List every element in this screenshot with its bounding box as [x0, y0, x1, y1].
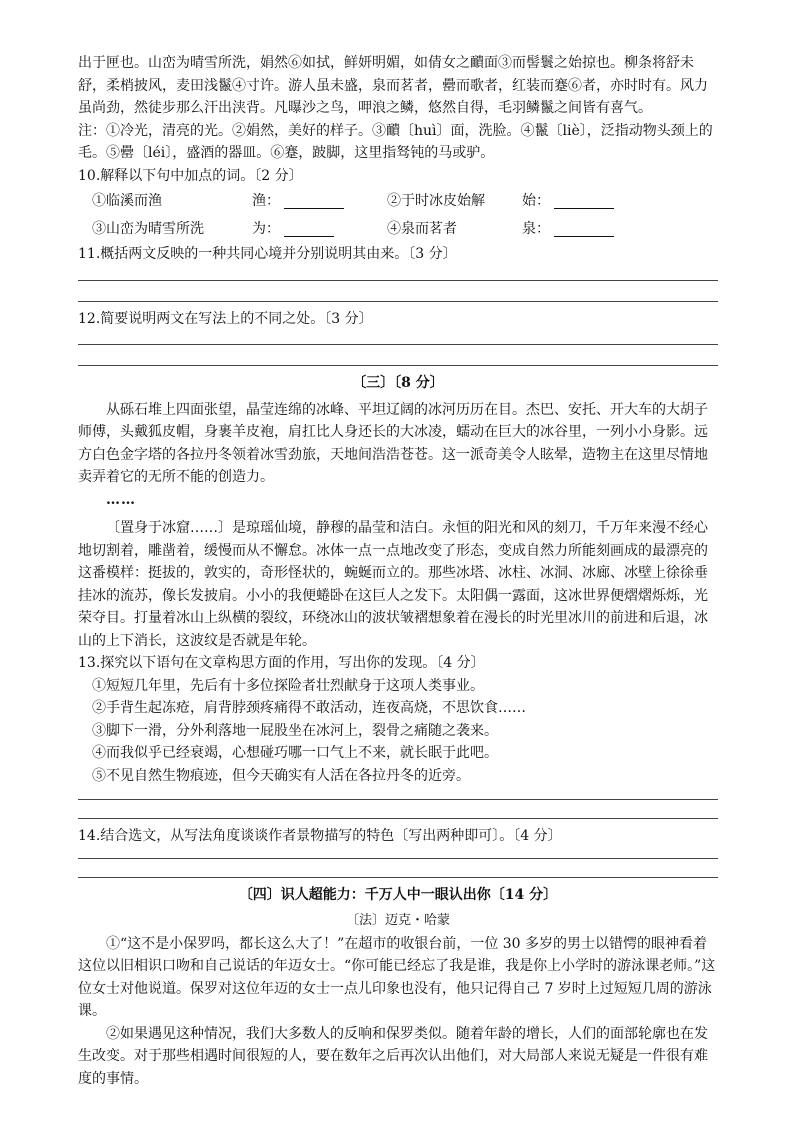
passage-text: 出于匣也。山峦为晴雪所洗，娟然⑥如拭，鲜妍明媚，如倩女之靧面③而髻鬟之始掠也。柳条将舒未舒，柔梢披风，麦田浅鬣④寸许。游人虽未盛，泉而茗者，罍而歌者，红装而蹇⑥者，亦时时有。风力虽尚劲，然徒步那么汗出浃背。凡曝沙之鸟，呷浪之鳞，悠然自得，毛羽鳞鬣之间皆有喜气。	[78, 55, 708, 116]
question-10-word: 始：	[522, 192, 550, 209]
question-10-stem: 10.解释以下句中加点的词。〔2 分〕	[78, 167, 303, 184]
question-13-item: ③脚下一滑，分外利落地一屁股坐在冰河上，裂骨之痛随之袭来。	[92, 722, 498, 739]
section-3-paragraph: 从砾石堆上四面张望，晶莹连绵的冰峰、平坦辽阔的冰河历历在目。杰巴、安托、开大车的大胡子师傅，头戴狐皮帽，身裹羊皮袍，肩扛比人身还长的大冰凌，蠕动在巨大的冰谷里，一列小小身影。远方白色金字塔的各拉丹冬领着冰雪劲旅，天地间浩浩苍苍。这一派奇美令人眩晕，造物主在这里尽情地卖弄着它的无所不能的创造力。	[78, 401, 708, 485]
answer-line[interactable]	[78, 301, 718, 302]
question-13-item: ①短短几年里，先后有十多位探险者壮烈献身于这项人类事业。	[92, 677, 484, 694]
question-10-row-2	[78, 215, 718, 243]
passage-notes: 注：①冷光，清亮的光。②娟然，美好的样子。③靧〔huì〕面，洗脸。④鬣〔liè〕，泛指动物头颈上的毛。⑤罍〔léi〕，盛酒的器皿。⑥蹇，跛脚，这里指驽钝的马或驴。	[78, 122, 713, 161]
question-10-item	[252, 218, 387, 241]
question-14: 14.结合选文，从写法角度谈谈作者景物描写的特色〔写出两种即可〕。〔4 分〕	[78, 828, 562, 844]
question-10-source: ①临溪而渔	[92, 192, 162, 209]
question-10-source: ②于时冰皮始解	[387, 192, 485, 209]
question-12: 12.简要说明两文在写法上的不同之处。〔3 分〕	[78, 310, 373, 327]
section-4-paragraph: ①“这不是小保罗吗，都长这么大了！”在超市的收银台前，一位 30 多岁的男士以错愕的眼神看着这位以旧相识口吻和自己说话的年迈女士。“你可能已经忘了我是谁，我是你上小学时的游泳课老师。”这位女士对他说道。保罗对这位年迈的女士一点儿印象也没有，他只记得自己 7 岁时上过短短几周的游泳课。	[78, 935, 716, 1019]
question-10-item	[387, 218, 522, 241]
answer-blank[interactable]	[284, 194, 344, 209]
answer-line[interactable]	[78, 877, 718, 878]
section-4-author: 〔法〕迈克・哈蒙	[345, 913, 450, 928]
question-13-item: ④而我似乎已经衰竭，心想碰巧哪一口气上不来，就长眠于此吧。	[92, 745, 498, 761]
question-10-word: 渔：	[252, 192, 280, 209]
question-10-source: ③山峦为晴雪所洗	[92, 220, 204, 237]
answer-blank[interactable]	[554, 222, 614, 237]
answer-line[interactable]	[78, 365, 718, 366]
section-3-ellipsis: ……	[106, 491, 136, 508]
question-10-item	[92, 190, 252, 213]
section-3-paragraph: 〔置身于冰窟……〕是琼瑶仙境，静穆的晶莹和洁白。永恒的阳光和风的刻刀，千万年来漫不经心地切割着，雕凿着，缓慢而从不懈怠。冰体一点一点地改变了形态，变成自然力所能刻画成的最漂亮的这番模样：挺拔的，敦实的，奇形怪状的，蜿蜒而立的。那些冰塔、冰柱、冰洞、冰廊、冰壁上徐徐垂挂冰的流苏，像长发披肩。小小的我便蜷卧在这巨人之发下。太阳偶一露面，这冰世界便熠熠烁烁，光荣夺目。打量着冰山上纵横的裂纹，环绕冰山的波状皱褶想象着在漫长的时光里冰川的前进和后退，冰山的上下消长，这波纹是否就是年轮。	[78, 520, 708, 649]
answer-line[interactable]	[78, 818, 718, 819]
question-13-stem: 13.探究以下语句在文章构思方面的作用，写出你的发现。〔4 分〕	[78, 655, 485, 671]
question-10-word: 泉：	[522, 220, 550, 237]
question-10-word: 为：	[252, 220, 280, 237]
question-13-item: ⑤不见自然生物痕迹，但今天确实有人活在各拉丹冬的近旁。	[92, 767, 470, 784]
question-10-item	[252, 190, 387, 213]
question-10-item	[92, 218, 252, 241]
answer-blank[interactable]	[284, 222, 334, 237]
question-13-item: ②手背生起冻疮，肩背脖颈疼痛得不敢活动，连夜高烧，不思饮食……	[92, 700, 526, 716]
question-10-source: ④泉而茗者	[387, 220, 457, 237]
question-10-item	[522, 190, 614, 213]
question-10-item	[522, 218, 614, 241]
section-4-paragraph: ②如果遇见这种情况，我们大多数人的反响和保罗类似。随着年龄的增长，人们的面部轮廓也在发生改变。对于那些相遇时间很短的人，要在数年之后再次认出他们，对大局部人来说无疑是一件很有难度的事情。	[78, 1025, 708, 1087]
question-11: 11.概括两文反映的一种共同心境并分别说明其由来。〔3 分〕	[78, 246, 457, 262]
question-10-row-1	[78, 187, 718, 215]
section-3-title: 〔三〕〔8 分〕	[352, 375, 444, 391]
question-10-item	[387, 190, 522, 213]
page-content	[78, 52, 718, 1090]
section-4-title: 〔四〕识人超能力：千万人中一眼认出你〔14 分〕	[238, 886, 558, 903]
answer-blank[interactable]	[554, 194, 614, 209]
